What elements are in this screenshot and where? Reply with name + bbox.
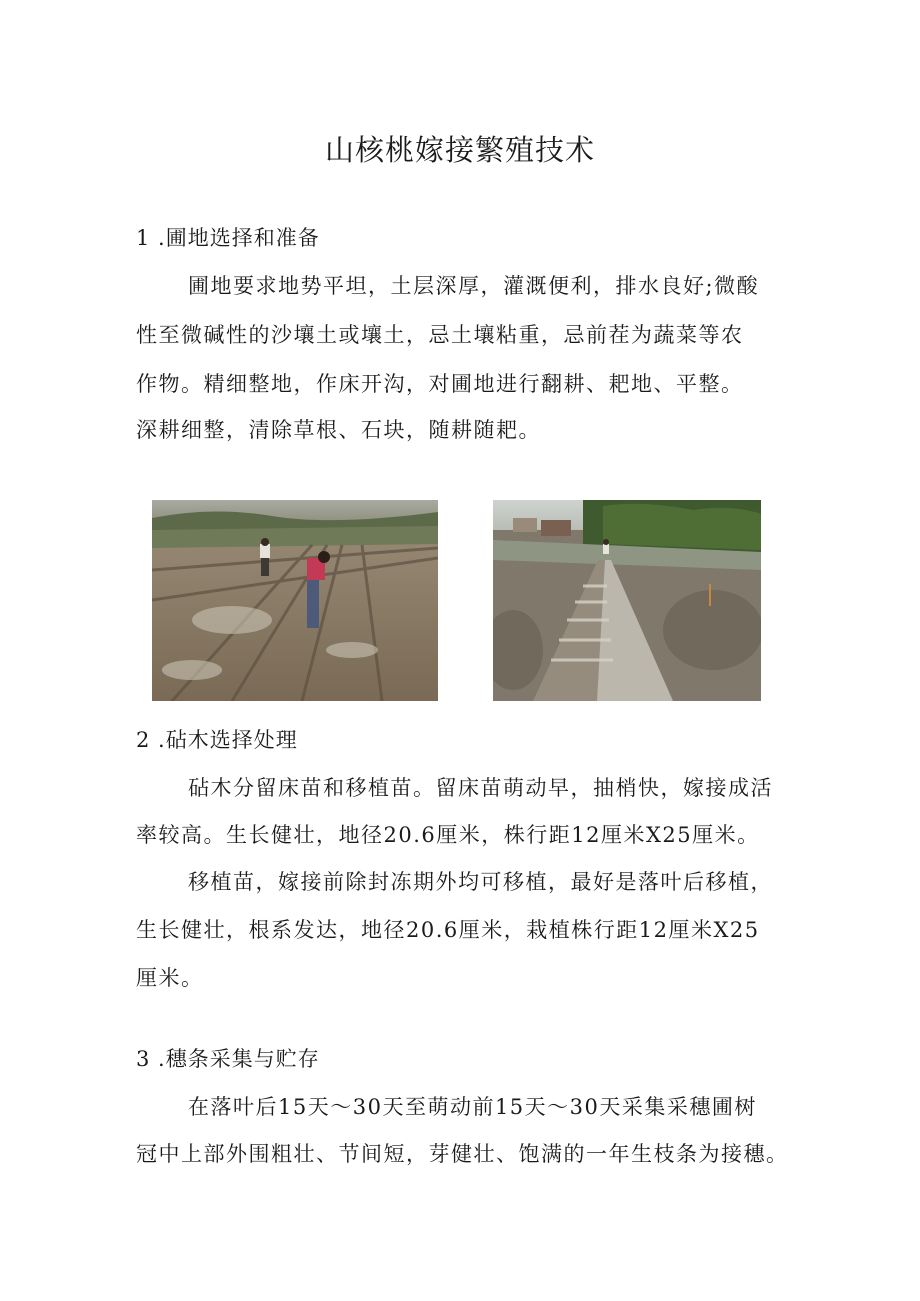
section-1-line-3: 作物。精细整地，作床开沟，对圃地进行翻耕、耙地、平整。 — [136, 372, 744, 396]
page-title: 山核桃嫁接繁殖技术 — [324, 133, 595, 167]
section-2-line-5: 厘米。 — [136, 966, 204, 990]
section-1-line-4: 深耕细整，清除草根、石块，随耕随耙。 — [136, 418, 541, 442]
section-2-line-1: 砧木分留床苗和移植苗。留床苗萌动早，抽梢快，嫁接成活 — [188, 776, 773, 800]
section-1-line-1: 圃地要求地势平坦，土层深厚，灌溉便利，排水良好;微酸 — [188, 274, 760, 298]
section-2-line-3: 移植苗，嫁接前除封冻期外均可移植，最好是落叶后移植， — [188, 870, 773, 894]
nursery-field-photo-right — [493, 500, 761, 701]
nursery-field-photo-left — [152, 500, 438, 701]
section-1-line-2: 性至微碱性的沙壤土或壤土，忌土壤粘重，忌前茬为蔬菜等农 — [136, 323, 744, 347]
section-1-heading: 1 .圃地选择和准备 — [136, 226, 320, 250]
section-3-line-1: 在落叶后15天～30天至萌动前15天～30天采集采穗圃树 — [188, 1095, 757, 1119]
section-2-heading: 2 .砧木选择处理 — [136, 728, 298, 752]
section-3-heading: 3 .穗条采集与贮存 — [136, 1047, 320, 1071]
section-3-line-2: 冠中上部外围粗壮、节间短，芽健壮、饱满的一年生枝条为接穗。 — [136, 1142, 789, 1166]
section-2-line-4: 生长健壮，根系发达，地径20.6厘米，栽植株行距12厘米X25 — [136, 918, 760, 942]
section-2-line-2: 率较高。生长健壮，地径20.6厘米，株行距12厘米X25厘米。 — [136, 823, 760, 847]
